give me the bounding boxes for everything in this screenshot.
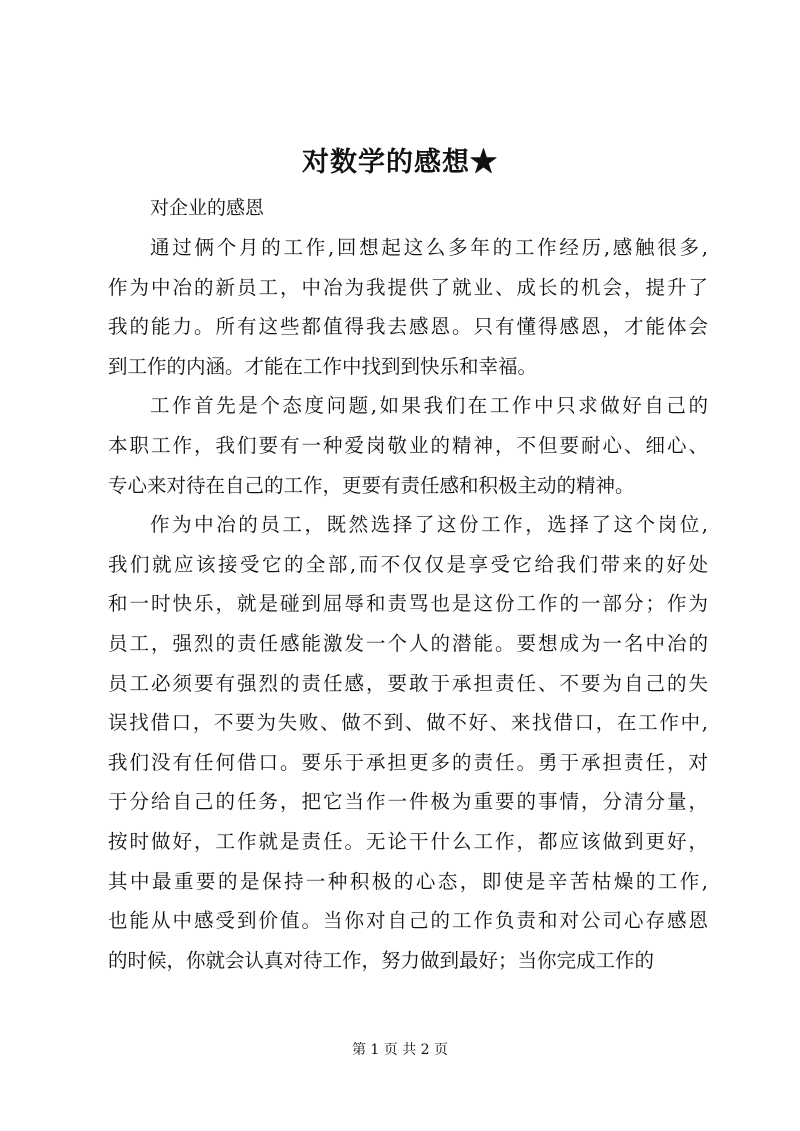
paragraph	[108, 386, 708, 505]
paragraph-line: 于分给自己的任务，把它当作一件极为重要的事情，分清分量，	[108, 790, 708, 814]
paragraph-line: 作为中冶的新员工，中冶为我提供了就业、成长的机会，提升了	[108, 275, 708, 299]
paragraph	[108, 505, 708, 980]
paragraph-line: 的时候，你就会认真对待工作，努力做到最好；当你完成工作的	[108, 948, 655, 972]
paragraph-line: 我的能力。所有这些都值得我去感恩。只有懂得感恩，才能体会	[108, 315, 708, 339]
document-subtitle: 对企业的感恩	[150, 197, 265, 219]
paragraph-line: 其中最重要的是保持一种积极的心态，即使是辛苦枯燥的工作,	[108, 869, 708, 893]
paragraph-line: 我们没有任何借口。要乐于承担更多的责任。勇于承担责任，对	[108, 750, 708, 774]
paragraph-line: 专心来对待在自己的工作，更要有责任感和积极主动的精神。	[108, 473, 635, 497]
paragraph-line: 到工作的内涵。才能在工作中找到到快乐和幸福。	[108, 354, 538, 378]
page-footer: 第 1 页 共 2 页	[351, 1042, 449, 1058]
paragraph	[108, 228, 708, 386]
paragraph-line: 工作首先是个态度问题,如果我们在工作中只求做好自己的	[150, 394, 708, 418]
paragraph-line: 按时做好，工作就是责任。无论干什么工作，都应该做到更好，	[108, 829, 708, 853]
paragraph-line: 通过俩个月的工作,回想起这么多年的工作经历,感触很多,	[150, 236, 708, 259]
paragraph-line: 也能从中感受到价值。当你对自己的工作负责和对公司心存感恩	[108, 909, 708, 933]
paragraph-line: 我们就应该接受它的全部,而不仅仅是享受它给我们带来的好处	[108, 552, 708, 576]
paragraph-line: 员工必须要有强烈的责任感，要敢于承担责任、不要为自己的失	[108, 671, 708, 695]
paragraph-line: 误找借口，不要为失败、做不到、做不好、来找借口，在工作中,	[108, 711, 708, 735]
paragraph-line: 本职工作，我们要有一种爱岗敬业的精神，不但要耐心、细心、	[108, 433, 708, 457]
paragraph-line: 作为中冶的员工，既然选择了这份工作，选择了这个岗位,	[150, 513, 708, 537]
paragraph-line: 和一时快乐，就是碰到屈辱和责骂也是这份工作的一部分；作为	[108, 592, 708, 616]
document-body	[108, 228, 708, 980]
document-title: 对数学的感想★	[302, 147, 498, 178]
paragraph-line: 员工，强烈的责任感能激发一个人的潜能。要想成为一名中冶的	[108, 631, 708, 655]
